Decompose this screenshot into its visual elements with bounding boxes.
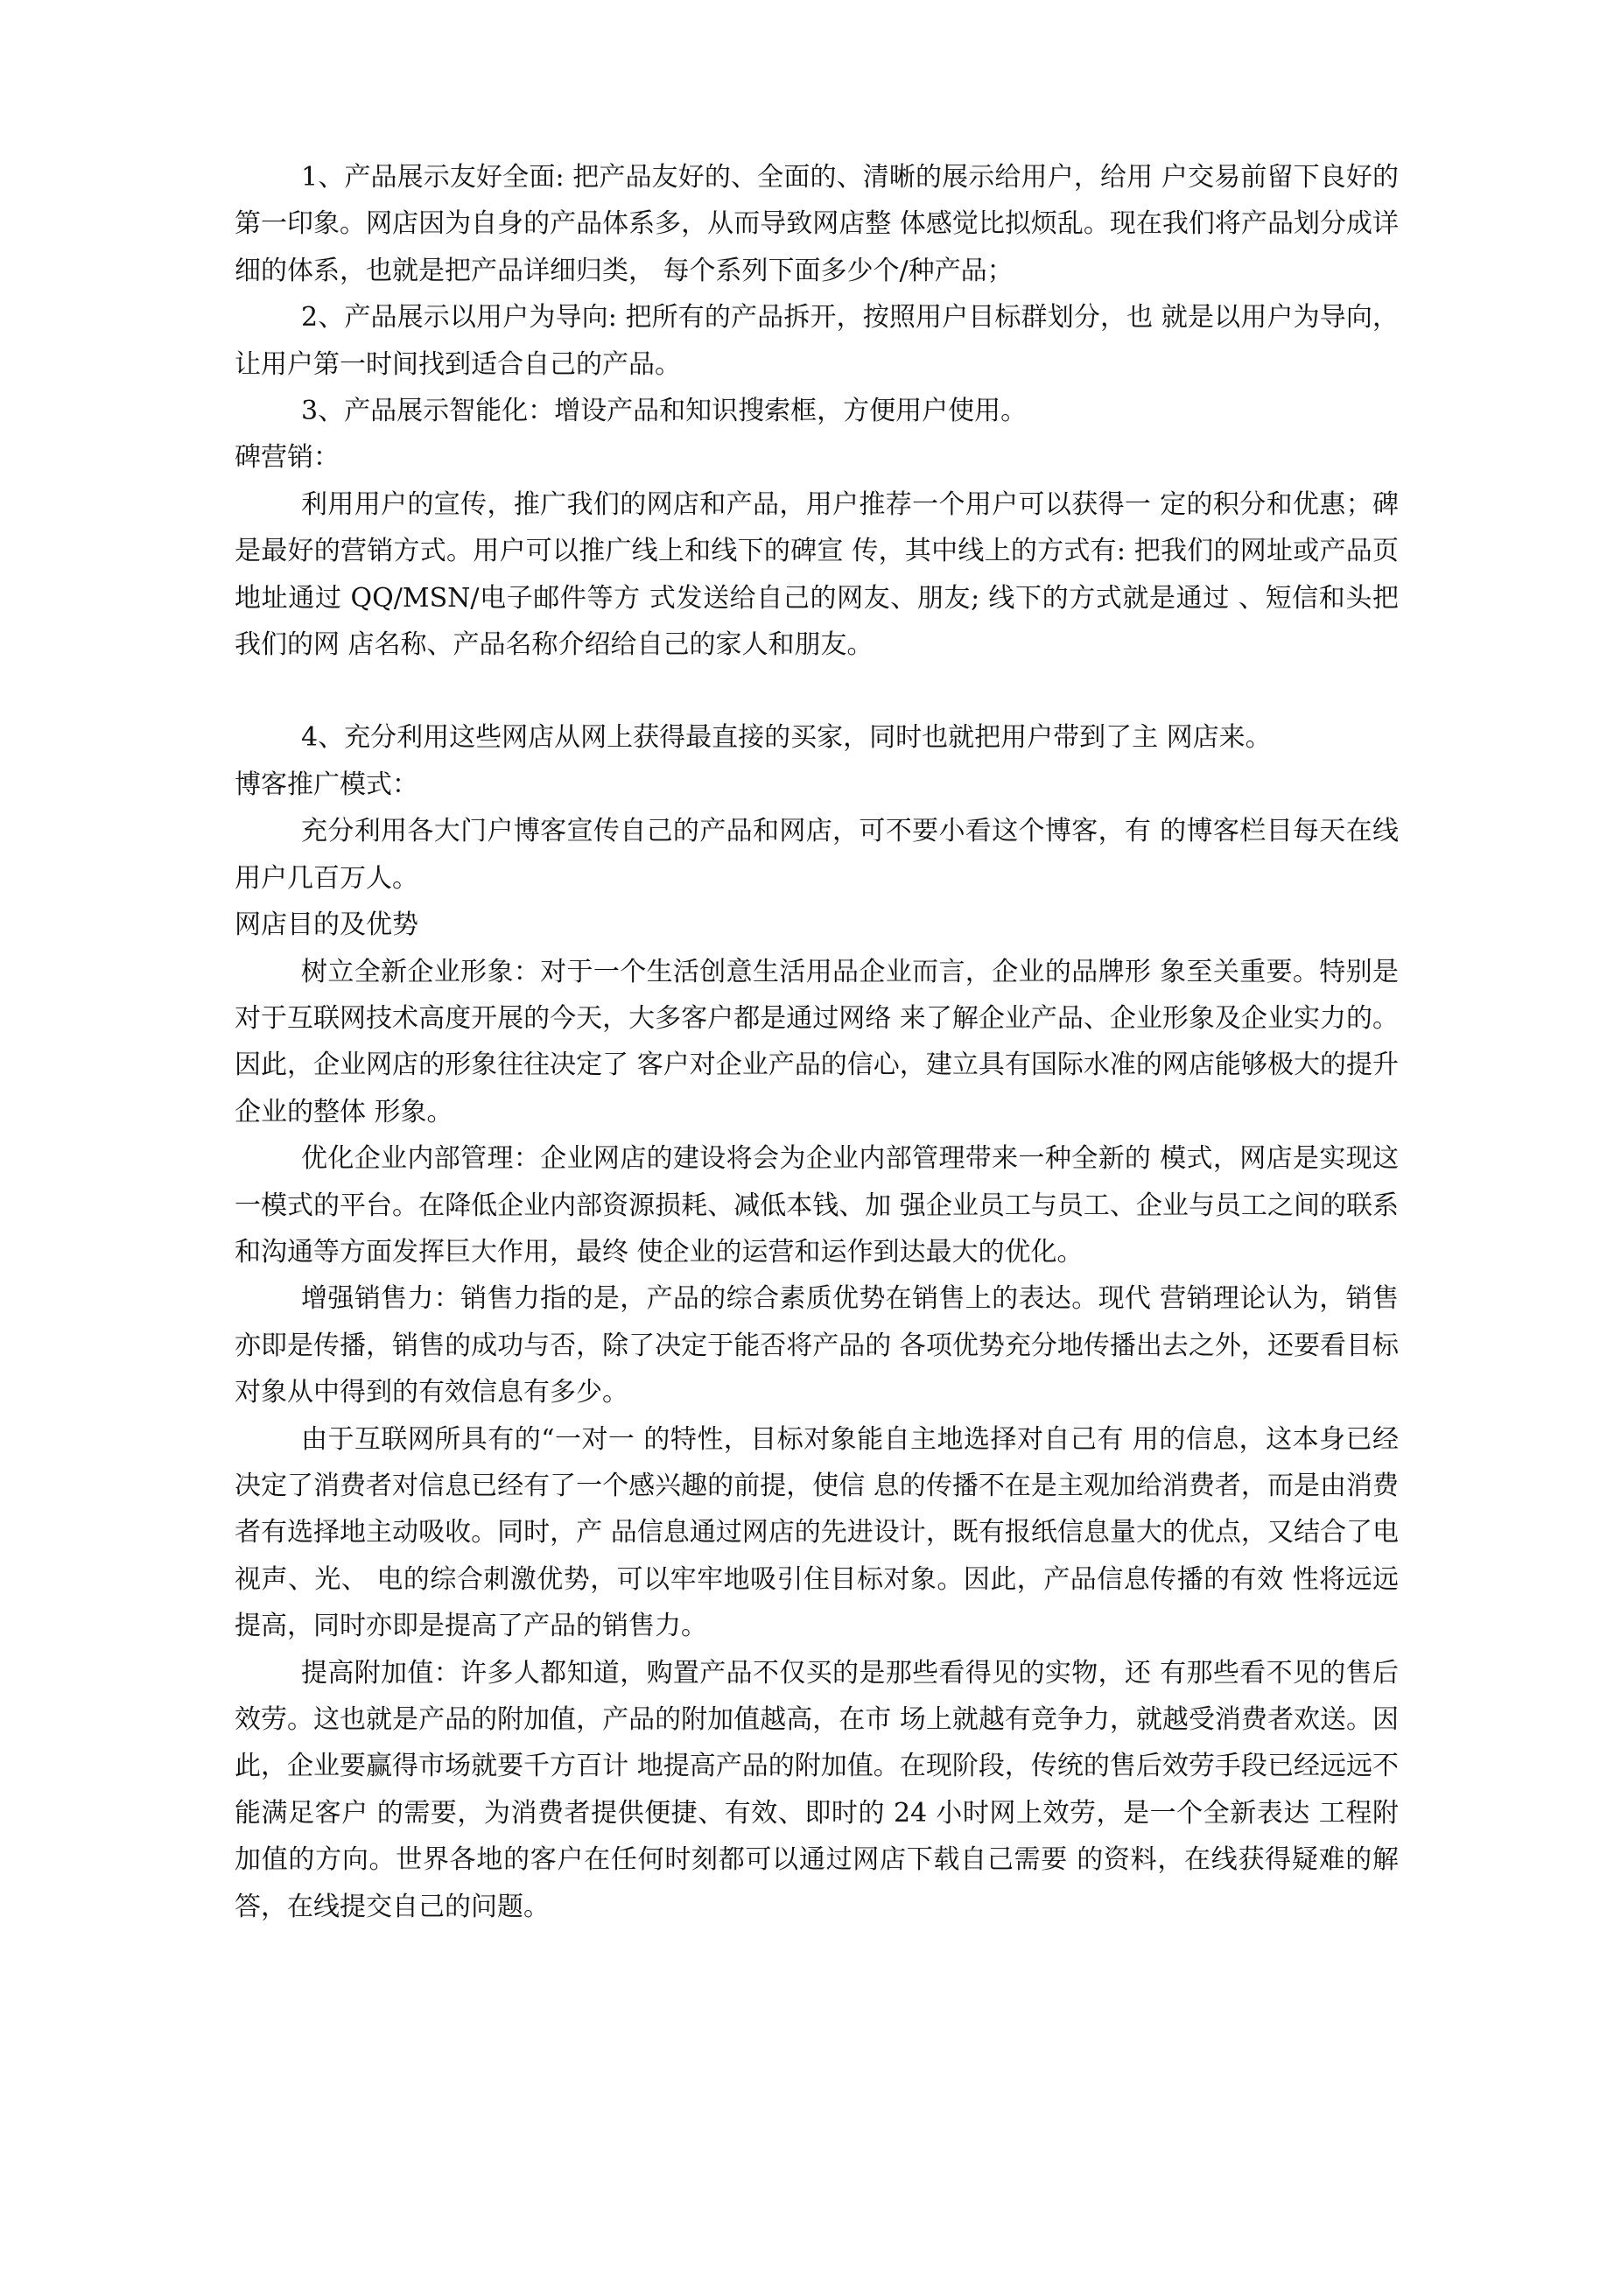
document-body [235,154,1399,1930]
paragraph-corporate-image: 树立全新企业形象：对于一个生活创意生活用品企业而言，企业的品牌形 象至关重要。特别是对于互联网技术高度开展的今天，大多客户都是通过网络 来了解企业产品、企业形象及企业实力的。因此，企业网店的形象往往决定了 客户对企业产品的信心，建立具有国际水准的网店能够极大的提升企业的整体 形象。 [235,956,1399,1127]
heading-blog-promotion: 博客推广模式： [235,769,418,800]
paragraph-sales-power: 增强销售力：销售力指的是，产品的综合素质优势在销售上的表达。现代 营销理论认为，销售亦即是传播，销售的成功与否，除了决定于能否将产品的 各项优势充分地传播出去之外，还要看目标对象从中得到的有效信息有多少。 [235,1283,1399,1408]
paragraph-one-to-one: 由于互联网所具有的“一对一 的特性，目标对象能自主地选择对自己有 用的信息，这本身已经决定了消费者对信息已经有了一个感兴趣的前提，使信 息的传播不在是主观加给消费者，而是由消费者有选择地主动吸收。同时，产 品信息通过网店的先进设计，既有报纸信息量大的优点，又结合了电视声、光、 电的综合刺激优势，可以牢牢地吸引住目标对象。因此，产品信息传播的有效 性将远远提高，同时亦即是提高了产品的销售力。 [235,1423,1399,1642]
paragraph-blog-promotion: 充分利用各大门户博客宣传自己的产品和网店，可不要小看这个博客，有 的博客栏目每天在线用户几百万人。 [235,816,1399,894]
heading-shop-goals: 网店目的及优势 [235,909,418,941]
paragraph-use-shops: 4、充分利用这些网店从网上获得最直接的买家，同时也就把用户带到了主 网店来。 [301,722,1272,754]
paragraph-product-display-friendly: 1、产品展示友好全面: 把产品友好的、全面的、清晰的展示给用户，给用 户交易前留下良好的第一印象。网店因为自身的产品体系多，从而导致网店整 体感觉比拟烦乱。现在我们将产品划分成详细的体系，也就是把产品详细归类， 每个系列下面多少个/种产品； [235,162,1399,286]
heading-word-of-mouth: 碑营销： [235,442,340,474]
paragraph-internal-management: 优化企业内部管理：企业网店的建设将会为企业内部管理带来一种全新的 模式，网店是实现这一模式的平台。在降低企业内部资源损耗、减低本钱、加 强企业员工与员工、企业与员工之间的联系和沟通等方面发挥巨大作用，最终 使企业的运营和运作到达最大的优化。 [235,1143,1399,1267]
paragraph-product-display-user-oriented: 2、产品展示以用户为导向: 把所有的产品拆开，按照用户目标群划分，也 就是以用户为导向，让用户第一时间找到适合自己的产品。 [235,302,1399,380]
paragraph-product-display-smart: 3、产品展示智能化：增设产品和知识搜索框，方便用户使用。 [301,396,1028,427]
paragraph-word-of-mouth: 利用用户的宣传，推广我们的网店和产品，用户推荐一个用户可以获得一 定的积分和优惠；碑是最好的营销方式。用户可以推广线上和线下的碑宣 传，其中线上的方式有: 把我们的网址或产品页地址通过 QQ/MSN/电子邮件等方 式发送给自己的网友、朋友; 线下的方式就是通过 、短信和头把我们的网 店名称、产品名称介绍给自己的家人和朋友。 [235,488,1399,661]
paragraph-added-value: 提高附加值：许多人都知道，购置产品不仅买的是那些看得见的实物，还 有那些看不见的售后效劳。这也就是产品的附加值，产品的附加值越高，在市 场上就越有竞争力，就越受消费者欢送。因此，企业要赢得市场就要千方百计 地提高产品的附加值。在现阶段，传统的售后效劳手段已经远远不能满足客户 的需要，为消费者提供便捷、有效、即时的 24 小时网上效劳，是一个全新表达 工程附加值的方向。世界各地的客户在任何时刻都可以通过网店下载自己需要 的资料，在线获得疑难的解答，在线提交自己的问题。 [235,1657,1399,1922]
paragraph-gap [235,668,1399,714]
